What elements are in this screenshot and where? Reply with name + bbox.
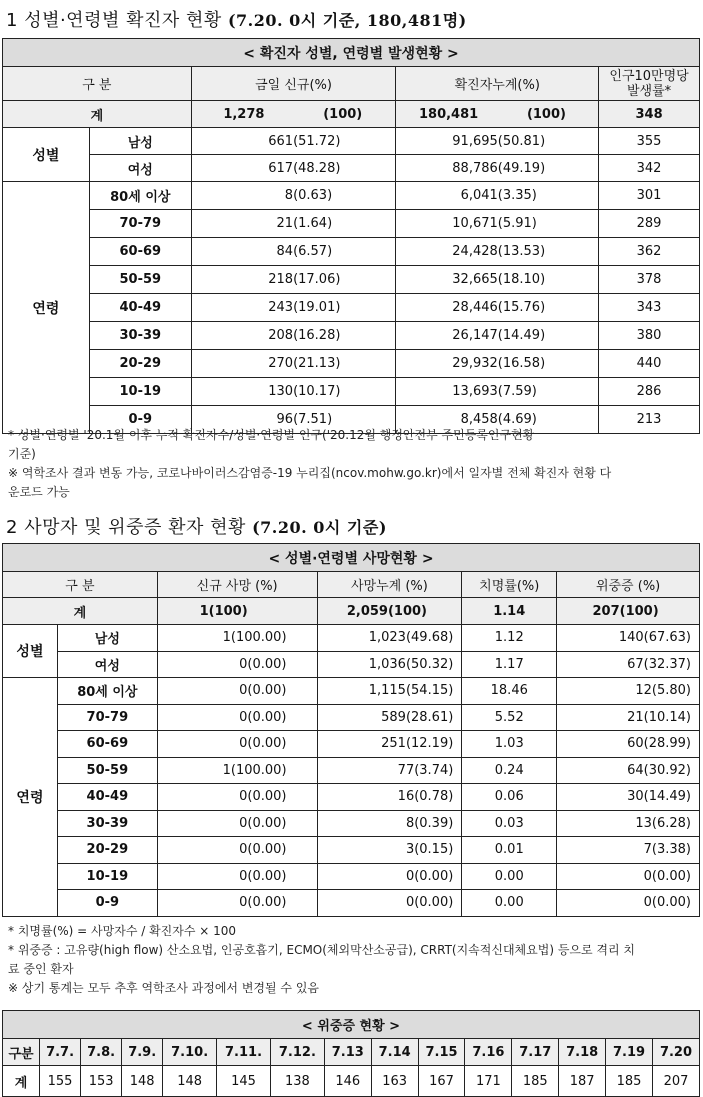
table1-new-pct: (19.01) [293, 294, 396, 322]
table1-row-label: 60-69 [89, 238, 191, 266]
table3-value: 185 [606, 1066, 653, 1097]
table1-new-pct: (48.28) [293, 155, 396, 182]
table1-note-line: 기준) [8, 447, 36, 461]
table1-total-cum-num: 180,481 [396, 101, 498, 128]
table2-cfr: 0.00 [462, 863, 557, 890]
table1-row-label: 10-19 [89, 378, 191, 406]
section2-basis: (7.20. 0시 기준) [252, 518, 387, 537]
table1-row [3, 378, 700, 406]
table2-severe: 60(28.99) [557, 731, 700, 758]
table2-severe: 12(5.80) [557, 678, 700, 705]
table1-new-num: 84 [191, 238, 293, 266]
table1-caption: < 확진자 성별, 연령별 발생현황 > [3, 39, 700, 67]
table1-rate: 289 [599, 210, 700, 238]
table2-severe: 7(3.38) [557, 837, 700, 864]
table3-value: 163 [371, 1066, 418, 1097]
table3-value: 148 [163, 1066, 217, 1097]
table1-total-rate: 348 [599, 101, 700, 128]
table2-group-label: 성별 [3, 625, 58, 678]
table1-rate: 342 [599, 155, 700, 182]
table3-value: 167 [418, 1066, 465, 1097]
table2-new: 0(0.00) [157, 863, 317, 890]
table1-header-category: 구 분 [3, 67, 192, 101]
table1-new-num: 130 [191, 378, 293, 406]
table1-total-new-pct: (100) [293, 101, 396, 128]
table2-new: 0(0.00) [157, 651, 317, 678]
table2-cfr: 5.52 [462, 704, 557, 731]
table1-rate: 286 [599, 378, 700, 406]
table2-cfr: 0.06 [462, 784, 557, 811]
table2-cum: 1,036(50.32) [317, 651, 462, 678]
table1-row-label: 30-39 [89, 322, 191, 350]
table2-new: 0(0.00) [157, 784, 317, 811]
table2-severe: 0(0.00) [557, 863, 700, 890]
table1-new-num: 661 [191, 128, 293, 155]
table2-row [3, 863, 700, 890]
table3-date: 7.14 [371, 1039, 418, 1066]
table2-new: 0(0.00) [157, 837, 317, 864]
table1-row-label: 0-9 [89, 406, 191, 434]
table1-row-label: 80세 이상 [89, 182, 191, 210]
table1-new-num: 218 [191, 266, 293, 294]
table3-value: 155 [40, 1066, 81, 1097]
table3-value: 138 [270, 1066, 324, 1097]
table2-row-label: 50-59 [57, 757, 157, 784]
table1-header-new: 금일 신규(%) [191, 67, 396, 101]
table1-new-pct: (51.72) [293, 128, 396, 155]
table2-notes [8, 922, 635, 998]
table1-cum-num: 32,665 [396, 266, 498, 294]
table1-cum-pct: (13.53) [498, 238, 599, 266]
table1-cum-num: 6,041 [396, 182, 498, 210]
section1-heading: 성별·연령별 확진자 현황 [24, 10, 222, 31]
table1-new-pct: (16.28) [293, 322, 396, 350]
table3-date: 7.7. [40, 1039, 81, 1066]
table2-cfr: 0.00 [462, 890, 557, 917]
table1-cum-num: 91,695 [396, 128, 498, 155]
section1-title [6, 6, 467, 32]
table2-total-row [3, 598, 700, 625]
table1-group-label: 성별 [3, 128, 90, 182]
table2-total-cum: 2,059(100) [317, 598, 462, 625]
table2-cfr: 1.12 [462, 625, 557, 652]
table1-cum-num: 26,147 [396, 322, 498, 350]
table2-cum: 1,115(54.15) [317, 678, 462, 705]
table3-date: 7.20 [652, 1039, 699, 1066]
table1-new-pct: (17.06) [293, 266, 396, 294]
table2-row-label: 0-9 [57, 890, 157, 917]
table3-value: 185 [512, 1066, 559, 1097]
table1-total-cum-pct: (100) [498, 101, 599, 128]
table1-rate: 355 [599, 128, 700, 155]
deaths-table [2, 543, 700, 917]
table2-header-cumulative: 사망누계 (%) [317, 572, 462, 598]
section2-heading: 사망자 및 위중증 환자 현황 [24, 517, 246, 538]
table1-row [3, 182, 700, 210]
table1-cum-num: 29,932 [396, 350, 498, 378]
table1-rate: 378 [599, 266, 700, 294]
table2-row-label: 70-79 [57, 704, 157, 731]
table1-row-label: 남성 [89, 128, 191, 155]
table1-rate: 440 [599, 350, 700, 378]
table2-cfr: 18.46 [462, 678, 557, 705]
table1-row-label: 20-29 [89, 350, 191, 378]
table3-row-label: 계 [3, 1066, 40, 1097]
table1-row-label: 40-49 [89, 294, 191, 322]
table1-new-pct: (0.63) [293, 182, 396, 210]
table1-row [3, 155, 700, 182]
confirmed-cases-table [2, 38, 700, 434]
table2-cum: 589(28.61) [317, 704, 462, 731]
table1-header-cumulative: 확진자누계(%) [396, 67, 599, 101]
table2-row-label: 40-49 [57, 784, 157, 811]
section1-number: 1 [6, 10, 18, 31]
table1-header-rate: 인구10만명당 발생률* [599, 67, 700, 101]
table1-new-pct: (21.13) [293, 350, 396, 378]
table2-cum: 251(12.19) [317, 731, 462, 758]
table1-cum-num: 88,786 [396, 155, 498, 182]
table2-severe: 13(6.28) [557, 810, 700, 837]
table2-row [3, 731, 700, 758]
table3-value: 146 [324, 1066, 371, 1097]
table1-cum-pct: (15.76) [498, 294, 599, 322]
table1-new-num: 8 [191, 182, 293, 210]
table2-cum: 77(3.74) [317, 757, 462, 784]
table2-row-label: 30-39 [57, 810, 157, 837]
table3-date: 7.16 [465, 1039, 512, 1066]
table3-value: 153 [81, 1066, 122, 1097]
table2-new: 0(0.00) [157, 810, 317, 837]
table1-cum-pct: (14.49) [498, 322, 599, 350]
table2-row [3, 890, 700, 917]
table2-header-cfr: 치명률(%) [462, 572, 557, 598]
table3-date: 7.17 [512, 1039, 559, 1066]
table2-row-label: 20-29 [57, 837, 157, 864]
table1-row [3, 350, 700, 378]
table2-row [3, 651, 700, 678]
table2-new: 0(0.00) [157, 890, 317, 917]
table1-total-row [3, 101, 700, 128]
table1-row [3, 210, 700, 238]
table2-header-severe: 위중증 (%) [557, 572, 700, 598]
table2-note-line: * 치명률(%) = 사망자수 / 확진자수 × 100 [8, 924, 237, 938]
table1-new-num: 208 [191, 322, 293, 350]
table1-rate: 213 [599, 406, 700, 434]
table2-cfr: 1.17 [462, 651, 557, 678]
table2-cum: 0(0.00) [317, 863, 462, 890]
table2-cum: 0(0.00) [317, 890, 462, 917]
table2-row [3, 704, 700, 731]
table2-row-label: 60-69 [57, 731, 157, 758]
table3-value: 145 [217, 1066, 271, 1097]
section2-title [6, 513, 387, 539]
table2-new: 1(100.00) [157, 757, 317, 784]
table2-total-cfr: 1.14 [462, 598, 557, 625]
table3-date: 7.9. [122, 1039, 163, 1066]
table2-new: 0(0.00) [157, 731, 317, 758]
table1-cum-num: 8,458 [396, 406, 498, 434]
table1-total-new-num: 1,278 [191, 101, 293, 128]
table3-date: 7.10. [163, 1039, 217, 1066]
table1-new-num: 96 [191, 406, 293, 434]
table2-row-label: 80세 이상 [57, 678, 157, 705]
table1-row [3, 128, 700, 155]
table2-row [3, 678, 700, 705]
table1-new-pct: (6.57) [293, 238, 396, 266]
table1-new-num: 21 [191, 210, 293, 238]
table2-header-new: 신규 사망 (%) [157, 572, 317, 598]
table1-cum-pct: (3.35) [498, 182, 599, 210]
table2-row-label: 남성 [57, 625, 157, 652]
table2-new: 1(100.00) [157, 625, 317, 652]
table1-cum-num: 28,446 [396, 294, 498, 322]
table1-cum-num: 10,671 [396, 210, 498, 238]
table2-note-line: 료 중인 환자 [8, 962, 74, 976]
table1-cum-pct: (50.81) [498, 128, 599, 155]
table1-cum-num: 13,693 [396, 378, 498, 406]
table2-cum: 8(0.39) [317, 810, 462, 837]
table1-new-pct: (7.51) [293, 406, 396, 434]
table2-cum: 16(0.78) [317, 784, 462, 811]
table2-row [3, 784, 700, 811]
table1-cum-pct: (7.59) [498, 378, 599, 406]
table2-total-new: 1(100) [157, 598, 317, 625]
table1-rate: 380 [599, 322, 700, 350]
table2-cfr: 0.03 [462, 810, 557, 837]
table2-cum: 1,023(49.68) [317, 625, 462, 652]
section1-basis: (7.20. 0시 기준, 180,481명) [227, 11, 467, 30]
table2-severe: 0(0.00) [557, 890, 700, 917]
table1-cum-pct: (49.19) [498, 155, 599, 182]
section2-number: 2 [6, 517, 18, 538]
table1-new-pct: (10.17) [293, 378, 396, 406]
table1-row [3, 294, 700, 322]
table2-cum: 3(0.15) [317, 837, 462, 864]
table1-new-num: 270 [191, 350, 293, 378]
table2-total-severe: 207(100) [557, 598, 700, 625]
table2-severe: 21(10.14) [557, 704, 700, 731]
table1-cum-pct: (18.10) [498, 266, 599, 294]
table1-rate: 343 [599, 294, 700, 322]
table1-note-line: * 성별·연령별 '20.1월 이후 누적 확진자수/성별·연령별 인구('20.12월 행정안전부 주민등록인구현황 [8, 428, 535, 442]
table2-row [3, 625, 700, 652]
table3-date: 7.13 [324, 1039, 371, 1066]
table2-group-label: 연령 [3, 678, 58, 917]
table1-cum-pct: (16.58) [498, 350, 599, 378]
table3-date: 7.18 [559, 1039, 606, 1066]
table3-date: 7.11. [217, 1039, 271, 1066]
table1-row [3, 238, 700, 266]
severe-trend-table [2, 1010, 700, 1097]
table1-new-pct: (1.64) [293, 210, 396, 238]
table2-row-label: 여성 [57, 651, 157, 678]
table2-row [3, 757, 700, 784]
table2-severe: 64(30.92) [557, 757, 700, 784]
table3-caption: < 위중증 현황 > [3, 1011, 700, 1039]
table2-severe: 30(14.49) [557, 784, 700, 811]
table2-severe: 67(32.37) [557, 651, 700, 678]
table1-cum-pct: (5.91) [498, 210, 599, 238]
table2-cfr: 1.03 [462, 731, 557, 758]
table1-note-line: 운로드 가능 [8, 485, 70, 499]
table2-caption: < 성별·연령별 사망현황 > [3, 544, 700, 572]
table1-rate: 362 [599, 238, 700, 266]
table2-new: 0(0.00) [157, 704, 317, 731]
table1-cum-pct: (4.69) [498, 406, 599, 434]
table1-row [3, 266, 700, 294]
table3-header-label: 구분 [3, 1039, 40, 1066]
table3-value: 187 [559, 1066, 606, 1097]
table2-note-line: * 위중증 : 고유량(high flow) 산소요법, 인공호흡기, ECMO(체외막산소공급), CRRT(지속적신대체요법) 등으로 격리 치 [8, 943, 635, 957]
table2-row-label: 10-19 [57, 863, 157, 890]
table1-note-line: ※ 역학조사 결과 변동 가능, 코로나바이러스감염증-19 누리집(ncov.mohw.go.kr)에서 일자별 전체 확진자 현황 다 [8, 466, 612, 480]
table1-row-label: 70-79 [89, 210, 191, 238]
table1-new-num: 617 [191, 155, 293, 182]
table3-value: 207 [652, 1066, 699, 1097]
table2-total-label: 계 [3, 598, 158, 625]
table1-rate: 301 [599, 182, 700, 210]
table3-value: 171 [465, 1066, 512, 1097]
table1-cum-num: 24,428 [396, 238, 498, 266]
table1-total-label: 계 [3, 101, 192, 128]
table2-severe: 140(67.63) [557, 625, 700, 652]
table1-group-label: 연령 [3, 182, 90, 434]
table2-cfr: 0.24 [462, 757, 557, 784]
table3-date: 7.19 [606, 1039, 653, 1066]
table1-notes [8, 426, 611, 502]
table3-date: 7.15 [418, 1039, 465, 1066]
table3-date: 7.8. [81, 1039, 122, 1066]
table2-new: 0(0.00) [157, 678, 317, 705]
table1-row-label: 50-59 [89, 266, 191, 294]
table2-cfr: 0.01 [462, 837, 557, 864]
table2-row [3, 837, 700, 864]
table1-row-label: 여성 [89, 155, 191, 182]
table1-row [3, 322, 700, 350]
table3-value: 148 [122, 1066, 163, 1097]
table2-header-category: 구 분 [3, 572, 158, 598]
table2-row [3, 810, 700, 837]
table2-note-line: ※ 상기 통계는 모두 추후 역학조사 과정에서 변경될 수 있음 [8, 981, 320, 995]
table3-date: 7.12. [270, 1039, 324, 1066]
table1-new-num: 243 [191, 294, 293, 322]
